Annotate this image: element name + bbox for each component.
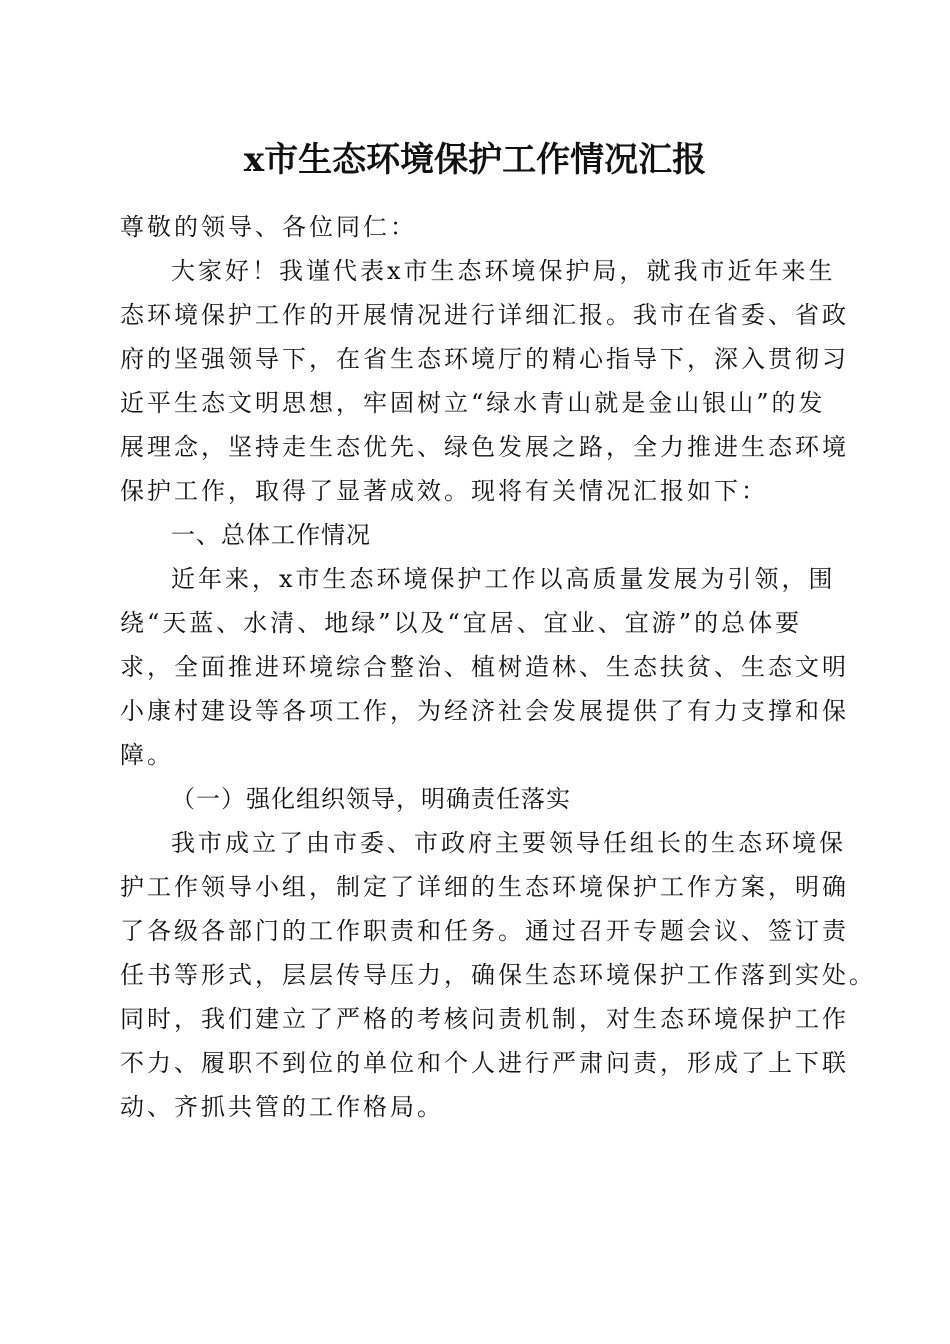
paragraph-line: 动、齐抓共管的工作格局。 bbox=[120, 1093, 444, 1121]
paragraph-line: 求，全面推进环境综合整治、植树造林、生态扶贫、生态文明 bbox=[120, 653, 849, 681]
paragraph-line: 同时，我们建立了严格的考核问责机制，对生态环境保护工作 bbox=[120, 1005, 849, 1033]
subsection-heading: （一）强化组织领导，明确责任落实 bbox=[171, 785, 571, 813]
paragraph-line: 任书等形式，层层传导压力，确保生态环境保护工作落到实处。 bbox=[120, 961, 876, 989]
paragraph-line: 保护工作，取得了显著成效。现将有关情况汇报如下： bbox=[120, 477, 768, 505]
salutation: 尊敬的领导、各位同仁： bbox=[120, 213, 417, 241]
paragraph-line: 障。 bbox=[120, 741, 174, 769]
document-body bbox=[120, 205, 876, 1129]
paragraph-organization bbox=[120, 821, 876, 1129]
paragraph-intro bbox=[120, 249, 849, 513]
paragraph-line: 小康村建设等各项工作，为经济社会发展提供了有力支撑和保 bbox=[120, 697, 849, 725]
paragraph-line: 府的坚强领导下，在省生态环境厅的精心指导下，深入贯彻习 bbox=[120, 345, 849, 373]
paragraph-line: 绕“天蓝、水清、地绿”以及“宜居、宜业、宜游”的总体要 bbox=[120, 609, 803, 637]
paragraph-line: 我市成立了由市委、市政府主要领导任组长的生态环境保 bbox=[171, 829, 846, 857]
paragraph-line: 近平生态文明思想，牢固树立“绿水青山就是金山银山”的发 bbox=[120, 389, 826, 417]
paragraph-line: 护工作领导小组，制定了详细的生态环境保护工作方案，明确 bbox=[120, 873, 849, 901]
paragraph-line: 了各级各部门的工作职责和任务。通过召开专题会议、签订责 bbox=[120, 917, 849, 945]
paragraph-line: 不力、履职不到位的单位和个人进行严肃问责，形成了上下联 bbox=[120, 1049, 849, 1077]
paragraph-line: 态环境保护工作的开展情况进行详细汇报。我市在省委、省政 bbox=[120, 301, 849, 329]
paragraph-overview bbox=[120, 557, 849, 777]
document-title: x市生态环境保护工作情况汇报 bbox=[243, 140, 707, 180]
paragraph-line: 近年来，x市生态环境保护工作以高质量发展为引领，围 bbox=[171, 565, 836, 593]
paragraph-line: 大家好！我谨代表x市生态环境保护局，就我市近年来生 bbox=[171, 257, 836, 285]
paragraph-line: 展理念，坚持走生态优先、绿色发展之路，全力推进生态环境 bbox=[120, 433, 849, 461]
section-heading: 一、总体工作情况 bbox=[171, 521, 371, 549]
